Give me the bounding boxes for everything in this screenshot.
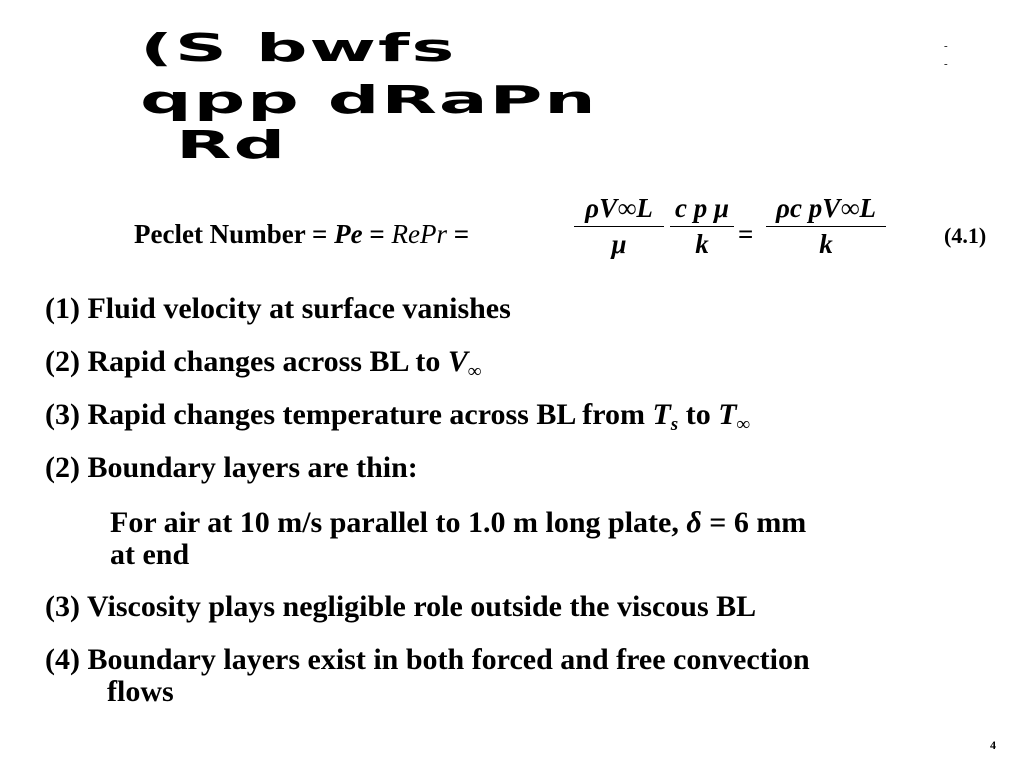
equals-sign: = <box>311 219 328 249</box>
list-item-text: (1) Fluid velocity at surface vanishes <box>45 292 511 325</box>
list-item-text: (2) Rapid changes across BL to <box>45 345 448 378</box>
fraction-denominator: k <box>819 229 833 259</box>
peclet-equation <box>134 193 1014 283</box>
corner-mark-bottom: - <box>944 58 948 70</box>
list-item <box>45 451 418 485</box>
list-item <box>45 292 511 326</box>
fraction-re <box>574 193 664 260</box>
list-item <box>45 345 481 383</box>
equals-sign: = <box>453 219 470 249</box>
pe-symbol: Pe <box>334 219 363 249</box>
subscript: ∞ <box>736 414 751 435</box>
list-item-text: (3) Rapid changes temperature across BL from <box>45 398 653 431</box>
list-item-indented <box>110 507 806 571</box>
variable-t: T <box>652 398 671 431</box>
fraction-numerator: c p μ <box>675 193 729 223</box>
fraction-pe <box>766 193 886 260</box>
fraction-numerator: ρV∞L <box>585 193 653 223</box>
list-item-text: to <box>678 398 719 431</box>
fraction-denominator: μ <box>611 229 627 259</box>
variable-v: V <box>447 345 468 378</box>
variable-t: T <box>718 398 737 431</box>
list-item-text: (3) Viscosity plays negligible role outside the viscous BL <box>45 590 757 623</box>
fraction-pr <box>670 193 734 260</box>
list-item-text: at end <box>110 538 190 571</box>
list-item-text: (2) Boundary layers are thin: <box>45 451 418 484</box>
list-item-text: (4) Boundary layers exist in both forced and free convection <box>45 643 810 676</box>
equation-lhs: Peclet Number <box>134 219 306 249</box>
list-item-text: flows <box>107 675 174 708</box>
list-item <box>45 644 810 708</box>
list-item <box>45 590 756 624</box>
subscript: s <box>670 414 679 435</box>
list-item <box>45 398 750 436</box>
list-item-text: For air at 10 m/s parallel to 1.0 m long plate, <box>110 506 687 539</box>
equals-sign: = <box>738 219 754 249</box>
subscript: ∞ <box>467 361 482 382</box>
corner-mark-top: - <box>944 40 948 52</box>
garbled-title-line-3: Rd <box>176 123 288 167</box>
garbled-title-line-1: (S bwfs <box>140 26 457 70</box>
repr-symbol: RePr <box>391 219 447 249</box>
variable-delta: δ <box>686 506 702 539</box>
list-item-text: = 6 mm <box>701 506 807 539</box>
equals-sign: = <box>369 219 385 249</box>
page-number: 4 <box>990 738 996 752</box>
fraction-numerator: ρc pV∞L <box>776 193 876 223</box>
garbled-title-line-2: qpp dRaPn <box>140 78 598 122</box>
equation-number: (4.1) <box>944 223 987 248</box>
fraction-denominator: k <box>695 229 709 259</box>
